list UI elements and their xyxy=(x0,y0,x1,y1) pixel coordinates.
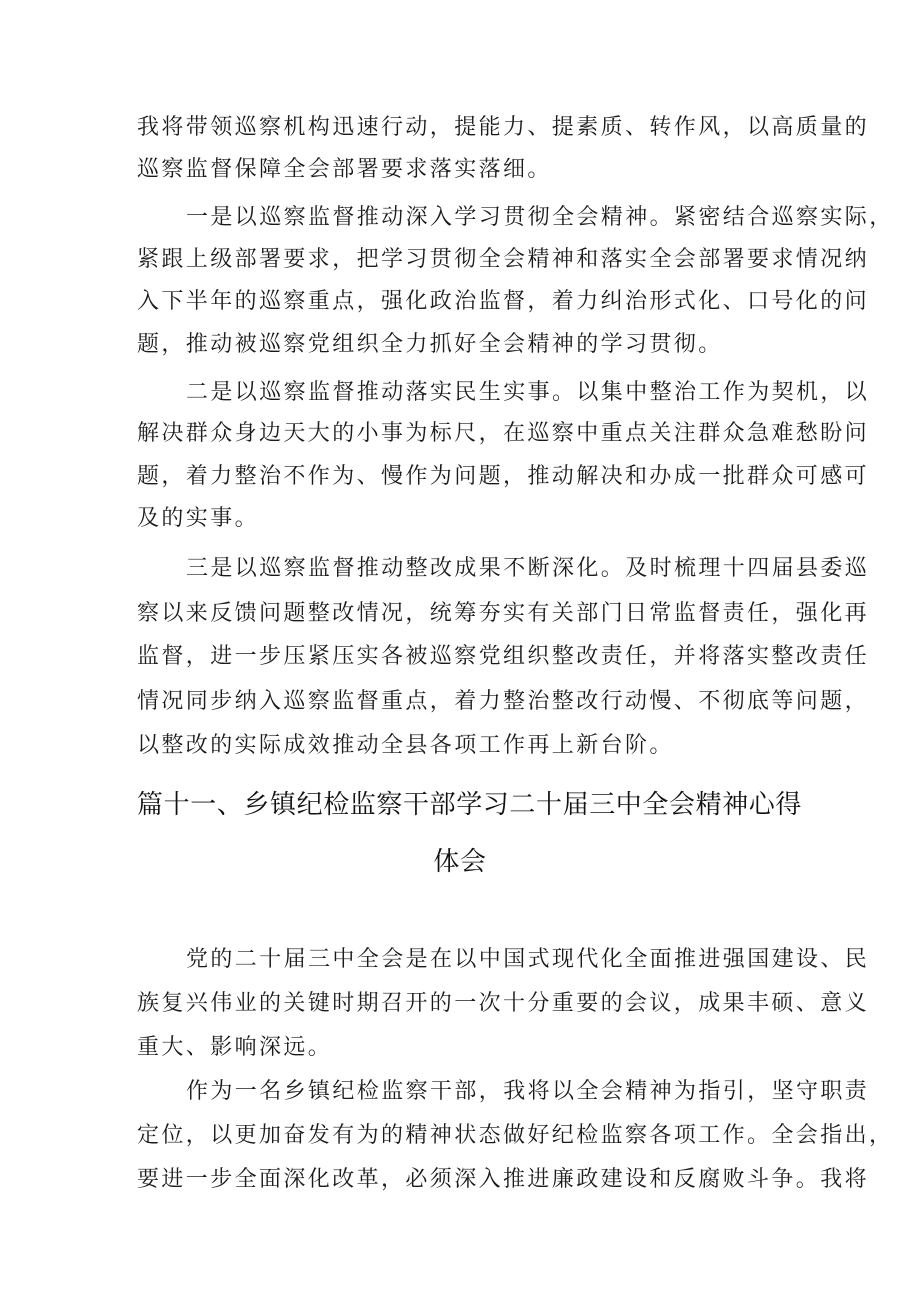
section-heading-continued: 体会 xyxy=(433,847,487,877)
paragraph-line: 及的实事。 xyxy=(137,506,260,531)
paragraph-line: 察以来反馈问题整改情况，统筹夯实有关部门日常监督责任，强化再 xyxy=(137,601,870,626)
paragraph-line: 一是以巡察监督推动深入学习贯彻全会精神。紧密结合巡察实际， xyxy=(186,205,894,230)
paragraph-line: 重大、影响深远。 xyxy=(137,1035,333,1060)
paragraph-line: 要进一步全面深化改革，必须深入推进廉政建设和反腐败斗争。我将 xyxy=(137,1167,870,1192)
paragraph-line: 族复兴伟业的关键时期召开的一次十分重要的会议，成果丰硕、意义 xyxy=(137,991,870,1016)
paragraph-line: 情况同步纳入巡察监督重点，着力整治整改行动慢、不彻底等问题， xyxy=(137,689,870,714)
paragraph-line: 作为一名乡镇纪检监察干部，我将以全会精神为指引，坚守职责 xyxy=(186,1079,870,1104)
paragraph-line: 紧跟上级部署要求，把学习贯彻全会精神和落实全会部署要求情况纳 xyxy=(137,247,870,272)
paragraph-line: 入下半年的巡察重点，强化政治监督，着力纠治形式化、口号化的问 xyxy=(137,289,870,314)
paragraph-line: 题，推动被巡察党组织全力抓好全会精神的学习贯彻。 xyxy=(137,332,723,357)
paragraph-line: 巡察监督保障全会部署要求落实落细。 xyxy=(137,157,552,182)
paragraph-line: 以整改的实际成效推动全县各项工作再上新台阶。 xyxy=(137,733,674,758)
paragraph-line: 二是以巡察监督推动落实民生实事。以集中整治工作为契机，以 xyxy=(186,380,870,405)
paragraph-line: 定位，以更加奋发有为的精神状态做好纪检监察各项工作。全会指出， xyxy=(137,1123,894,1148)
paragraph-line: 党的二十届三中全会是在以中国式现代化全面推进强国建设、民 xyxy=(186,947,870,972)
paragraph-line: 三是以巡察监督推动整改成果不断深化。及时梳理十四届县委巡 xyxy=(186,556,870,581)
section-heading: 篇十一、乡镇纪检监察干部学习二十届三中全会精神心得 xyxy=(137,790,803,820)
paragraph-line: 解决群众身边天大的小事为标尺，在巡察中重点关注群众急难愁盼问 xyxy=(137,421,870,446)
paragraph-line: 监督，进一步压紧压实各被巡察党组织整改责任，并将落实整改责任 xyxy=(137,644,870,669)
paragraph-line: 题，着力整治不作为、慢作为问题，推动解决和办成一批群众可感可 xyxy=(137,464,870,489)
paragraph-line: 我将带领巡察机构迅速行动，提能力、提素质、转作风，以高质量的 xyxy=(137,115,870,140)
